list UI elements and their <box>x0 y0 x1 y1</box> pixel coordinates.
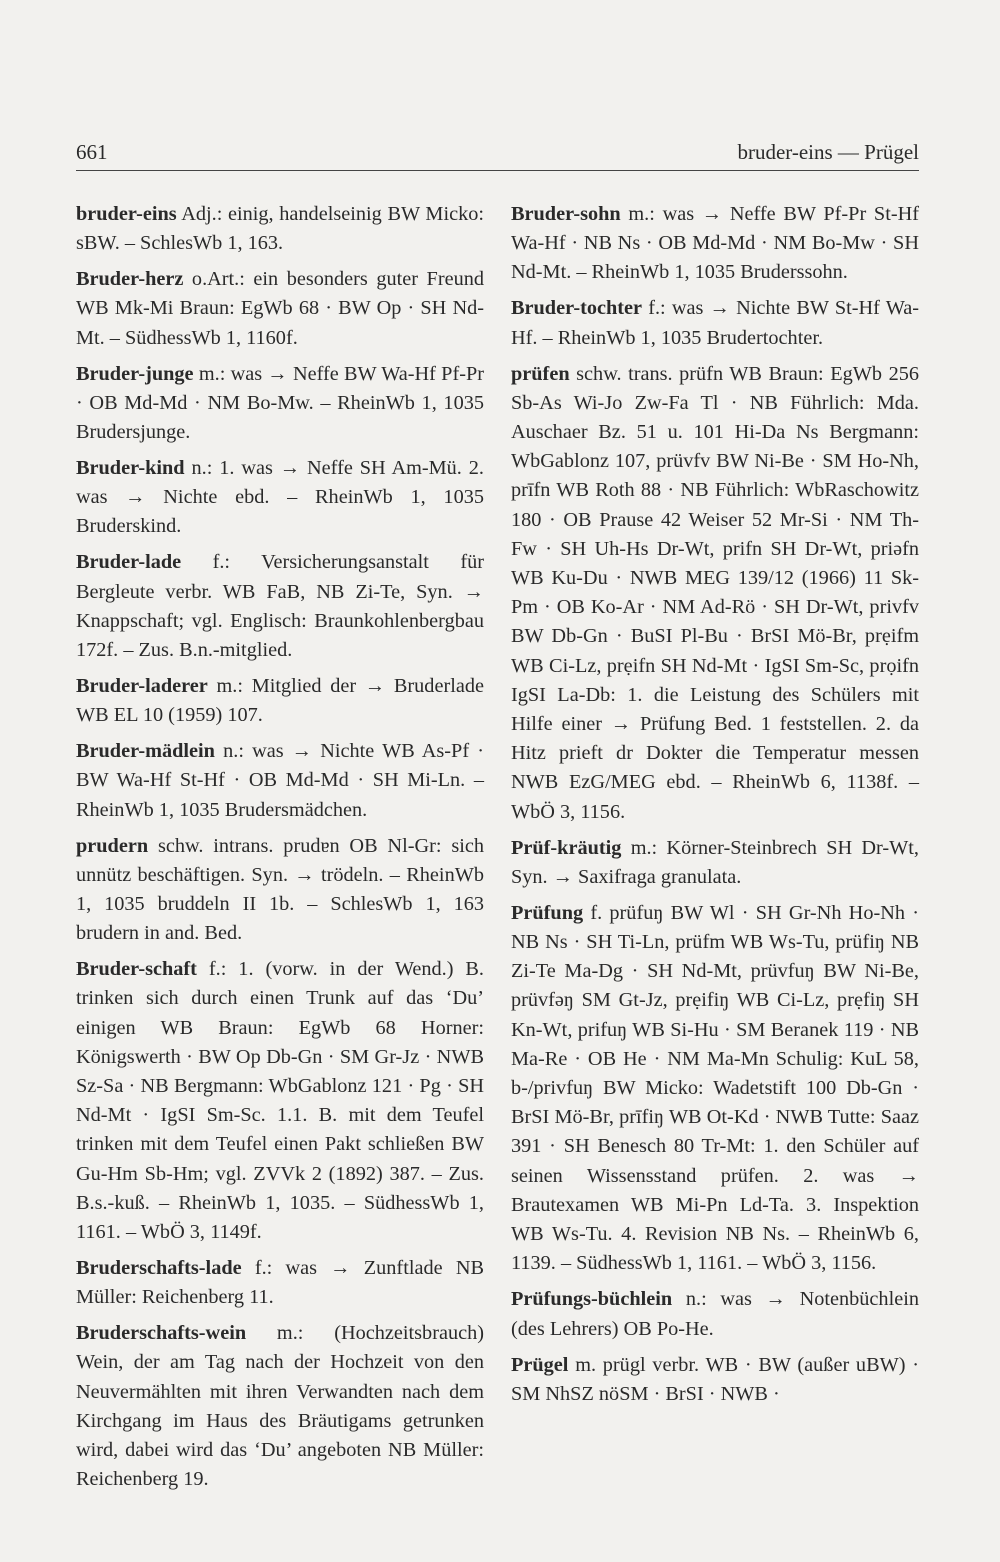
entry-definition: m.: Mitglied der → Bruderlade WB EL 10 (1959) 107. <box>76 675 484 727</box>
running-head: bruder-eins — Prügel <box>737 140 919 164</box>
entry-lemma: prüfen <box>511 362 570 385</box>
entry-definition: schw. intrans. prudɐn OB Nl-Gr: sich unnütz beschäftigen. Syn. → trödeln. – RheinWb 1, 1035 bruddeln II 1b. – SchlesWb 1, 163 brudern in and. Bed. <box>76 834 484 945</box>
entry-definition: m. prügl verbr. WB · BW (außer uBW) · SM NhSZ nöSM · BrSI · NWB · <box>511 1353 919 1405</box>
dictionary-entry <box>511 899 919 1279</box>
entry-lemma: Bruder-lade <box>76 551 182 574</box>
entry-lemma: Bruder-herz <box>76 268 184 291</box>
dictionary-entry <box>511 1285 919 1343</box>
entry-lemma: Bruder-junge <box>76 362 194 385</box>
dictionary-entry <box>76 832 484 949</box>
dictionary-entry <box>511 1351 919 1409</box>
entry-definition: m.: was → Neffe BW Pf-Pr St-Hf Wa-Hf · NB Ns · OB Md-Md · NM Bo-Mw · SH Nd-Mt. – RheinWb 1, 1035 Bruderssohn. <box>511 203 919 284</box>
dictionary-entry <box>76 1254 484 1312</box>
dictionary-entry <box>511 200 919 288</box>
page-header <box>76 140 919 171</box>
entry-definition: f.: was → Nichte BW St-Hf Wa-Hf. – RheinWb 1, 1035 Brudertochter. <box>511 297 919 349</box>
entry-lemma: Bruder-mädlein <box>76 740 215 763</box>
entry-definition: o.Art.: ein besonders guter Freund WB Mk-Mi Braun: EgWb 68 · BW Op · SH Nd-Mt. – SüdhessWb 1, 1160f. <box>76 268 484 349</box>
dictionary-entry <box>76 360 484 448</box>
entry-definition: m.: Körner-Steinbrech SH Dr-Wt, Syn. → Saxifraga granulata. <box>511 836 919 888</box>
entry-lemma: Prügel <box>511 1353 569 1376</box>
entry-definition: n.: 1. was → Neffe SH Am-Mü. 2. was → Nichte ebd. – RheinWb 1, 1035 Bruderskind. <box>76 457 484 538</box>
entry-lemma: Bruderschafts-wein <box>76 1322 247 1345</box>
entry-definition: n.: was → Notenbüchlein (des Lehrers) OB Po-He. <box>511 1288 919 1340</box>
entry-lemma: Prüf-kräutig <box>511 836 622 859</box>
entry-definition: m.: was → Neffe BW Wa-Hf Pf-Pr · OB Md-Md · NM Bo-Mw. – RheinWb 1, 1035 Brudersjunge. <box>76 362 484 444</box>
page-number: 661 <box>76 140 108 164</box>
dictionary-entry <box>76 1319 484 1494</box>
dictionary-entry <box>511 834 919 892</box>
entry-lemma: Prüfung <box>511 901 584 924</box>
entry-definition: f. prüfuŋ BW Wl · SH Gr-Nh Ho-Nh · NB Ns · SH Ti-Ln, prüfm WB Ws-Tu, prüfiŋ NB Zi-Te Ma-Dg · SH Nd-Mt, prüvfuŋ BW Ni-Be, prüvfəŋ SM Gt-Jz, prẹifiŋ WB Ci-Lz, prẹfiŋ SH Kn-Wt, prifuŋ WB Si-Hu · SM Beranek 119 · NB Ma-Re · OB He · NM Ma-Mn Schulig: KuL 58, b-/privfuŋ BW Micko: Wadetstift 100 Db-Gn · BrSI Mö-Br, prīfiŋ WB Ot-Kd · NWB Tutte: Saaz 391 · SH Benesch 80 Tr-Mt: 1. den Schüler auf seinen Wissensstand prüfen. 2. was → Brautexamen WB Mi-Pn Ld-Ta. 3. Inspektion WB Ws-Tu. 4. Revision NB Ns. – RheinWb 6, 1139. – SüdhessWb 1, 1161. – WbÖ 3, 1156. <box>511 901 919 1275</box>
dictionary-entry <box>511 360 919 827</box>
dictionary-entry <box>511 294 919 352</box>
dictionary-entry <box>76 265 484 353</box>
entry-definition: schw. trans. prüfn WB Braun: EgWb 256 Sb-As Wi-Jo Zw-Fa Tl · NB Führlich: Mda. Auschaer Bz. 51 u. 101 Hi-Da Ns Bergmann: WbGablonz 107, prüvfv BW Ni-Be · SM Ho-Nh, prīfn WB Roth 88 · NB Führlich: WbRaschowitz 180 · OB Prause 42 Weiser 52 Mr-Si · NM Th-Fw · SH Uh-Hs Dr-Wt, prifn SH Dr-Wt, priəfn WB Ku-Du · NWB MEG 139/12 (1966) 11 Sk-Pm · OB Ko-Ar · NM Ad-Rö · SH Dr-Wt, privfv BW Db-Gn · BuSI Pl-Bu · BrSI Mö-Br, prẹifm WB Ci-Lz, prẹifn SH Nd-Mt · IgSI Sm-Sc, prọifn IgSI La-Db: 1. die Leistung des Schülers mit Hilfe einer → Prüfung Bed. 1 feststellen. 2. da Hitz prieft dr Dokter die Temperatur messen NWB EzG/MEG ebd. – RheinWb 6, 1138f. – WbÖ 3, 1156. <box>511 362 919 823</box>
dictionary-entry <box>76 737 484 825</box>
entry-lemma: Bruder-sohn <box>511 203 621 225</box>
entry-definition: f.: 1. (vorw. in der Wend.) B. trinken sich durch einen Trunk auf das ‘Du’ einigen WB Braun: EgWb 68 Horner: Königswerth · BW Op Db-Gn · SM Gr-Jz · NWB Sz-Sa · NB Bergmann: WbGablonz 121 · Pg · SH Nd-Mt · IgSI Sm-Sc. 1.1. B. mit dem Teufel trinken mit dem Teufel einen Pakt schließen BW Gu-Hm Sb-Hm; vgl. ZVVk 2 (1892) 387. – Zus. B.s.-kuß. – RheinWb 1, 1035. – SüdhessWb 1, 1161. – WbÖ 3, 1149f. <box>76 958 485 1244</box>
entry-lemma: Bruder-kind <box>76 457 185 480</box>
dictionary-entry <box>76 200 484 258</box>
entry-definition: f.: Versicherungsanstalt für Bergleute verbr. WB FaB, NB Zi-Te, Syn. → Knappschaft; vgl. Englisch: Braunkohlenbergbau 172f. – Zus. B.n.-mitglied. <box>76 551 484 662</box>
entry-lemma: Bruderschafts-lade <box>76 1257 242 1280</box>
entry-definition: f.: was → Zunftlade NB Müller: Reichenberg 11. <box>76 1257 484 1309</box>
entry-lemma: Prüfungs-büchlein <box>511 1288 673 1311</box>
dictionary-entry <box>76 672 484 730</box>
entry-lemma: bruder-eins <box>76 203 177 225</box>
entry-definition: m.: (Hochzeitsbrauch) Wein, der am Tag nach der Hochzeit von den Neuvermählten mit ihren Verwandten nach dem Kirchgang im Haus des Bräutigams getrunken wird, dabei wird das ‘Du’ angeboten NB Müller: Reichenberg 19. <box>76 1322 484 1491</box>
entry-lemma: Bruder-tochter <box>511 297 643 320</box>
dictionary-entry <box>76 548 484 665</box>
left-column <box>76 200 484 1501</box>
entry-lemma: Bruder-laderer <box>76 675 208 698</box>
dictionary-entry <box>76 454 484 542</box>
entry-definition: n.: was → Nichte WB As-Pf · BW Wa-Hf St-Hf · OB Md-Md · SH Mi-Ln. – RheinWb 1, 1035 Brudersmädchen. <box>76 740 484 821</box>
entry-lemma: Bruder-schaft <box>76 958 197 981</box>
dictionary-entry <box>76 955 484 1247</box>
right-column <box>511 200 919 1416</box>
entry-definition: Adj.: einig, handelseinig BW Micko: sBW. – SchlesWb 1, 163. <box>76 203 484 255</box>
entry-lemma: prudern <box>76 834 149 857</box>
